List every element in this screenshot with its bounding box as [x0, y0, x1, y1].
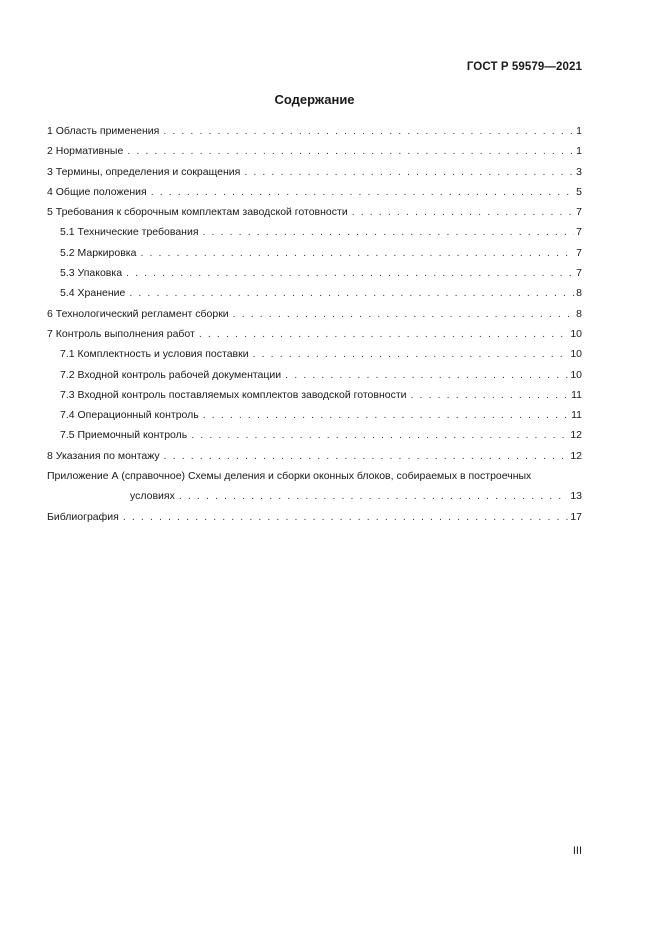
toc-entry-marking[interactable]: [47, 243, 582, 263]
toc-entry-bibliography[interactable]: [47, 507, 582, 527]
toc-entry-text: 5 Требования к сборочным комплектам заводской готовности: [47, 206, 348, 219]
toc-entry-text: 7.1 Комплектность и условия поставки: [60, 348, 249, 361]
dot-leader: [352, 202, 574, 222]
table-of-contents: [47, 121, 582, 527]
dot-leader: [203, 222, 575, 242]
toc-entry-page: 7: [576, 206, 582, 219]
toc-entry-acceptance-control[interactable]: [47, 425, 582, 445]
dot-leader: [233, 304, 574, 324]
toc-entry-text: 7.5 Приемочный контроль: [60, 429, 188, 442]
toc-entry-page: 11: [571, 388, 582, 401]
dot-leader: [127, 141, 574, 161]
toc-entry-text: 8 Указания по монтажу: [47, 449, 160, 462]
page-number: III: [572, 845, 582, 857]
toc-entry-page: 11: [571, 409, 582, 422]
toc-entry-page: 10: [570, 368, 582, 381]
toc-entry-packaging[interactable]: [47, 263, 582, 283]
dot-leader: [411, 385, 570, 405]
toc-entry-terms[interactable]: [47, 162, 582, 182]
toc-entry-operational-control[interactable]: [47, 405, 582, 425]
toc-entry-text: 7.2 Входной контроль рабочей документации: [60, 368, 282, 381]
toc-entry-page: 7: [576, 246, 582, 259]
toc-entry-text: 7 Контроль выполнения работ: [47, 327, 195, 340]
toc-entry-technical-requirements[interactable]: [47, 222, 582, 242]
dot-leader: [164, 446, 569, 466]
toc-entry-scope[interactable]: [47, 121, 582, 141]
page-title: Содержание: [274, 92, 355, 107]
toc-entry-page: 10: [570, 327, 582, 340]
toc-entry-page: 13: [570, 490, 582, 503]
toc-entry-page: 1: [576, 145, 582, 158]
dot-leader: [253, 344, 569, 364]
toc-entry-text: 5.1 Технические требования: [60, 226, 199, 239]
toc-entry-page: 1: [576, 125, 582, 137]
toc-entry-installation[interactable]: [47, 446, 582, 466]
document-designation: ГОСТ Р 59579—2021: [466, 61, 582, 73]
dot-leader: [285, 365, 568, 385]
toc-entry-completeness[interactable]: [47, 344, 582, 364]
toc-entry-page: 10: [570, 348, 582, 361]
toc-entry-kit-control[interactable]: [47, 385, 582, 405]
dot-leader: [203, 405, 569, 425]
toc-entry-text: 5.3 Упаковка: [60, 267, 123, 280]
dot-leader: [191, 425, 568, 445]
dot-leader: [126, 263, 574, 283]
toc-entry-requirements[interactable]: [47, 202, 582, 222]
dot-leader: [140, 243, 574, 263]
toc-entry-page: 5: [576, 185, 582, 198]
toc-entry-page: 12: [570, 449, 582, 462]
toc-entry-normative[interactable]: [47, 141, 582, 161]
toc-entry-work-control[interactable]: [47, 324, 582, 344]
toc-entry-text: 1 Область применения: [47, 125, 160, 137]
toc-entry-text: Библиография: [47, 510, 119, 523]
toc-entry-text: 5.2 Маркировка: [60, 246, 137, 259]
toc-entry-documentation-control[interactable]: [47, 365, 582, 385]
toc-entry-text: условиях: [130, 490, 175, 503]
dot-leader: [244, 162, 574, 182]
toc-entry-text: Приложение А (справочное) Схемы деления и сборки оконных блоков, собираемых в построечных: [47, 470, 532, 483]
toc-entry-page: 7: [576, 226, 582, 239]
dot-leader: [151, 182, 574, 202]
toc-entry-text: 4 Общие положения: [47, 185, 147, 198]
toc-entry-assembly-regulation[interactable]: [47, 304, 582, 324]
dot-leader: [163, 121, 574, 141]
toc-entry-general[interactable]: [47, 182, 582, 202]
toc-entry-page: 17: [570, 510, 582, 523]
toc-entry-page: 7: [576, 267, 582, 280]
toc-entry-storage[interactable]: [47, 283, 582, 303]
toc-entry-text: 5.4 Хранение: [60, 287, 126, 300]
toc-entry-page: 12: [570, 429, 582, 442]
toc-entry-text: 3 Термины, определения и сокращения: [47, 165, 241, 178]
toc-entry-appendix-a-continued[interactable]: [47, 486, 582, 506]
toc-entry-text: 7.3 Входной контроль поставляемых комплектов заводской готовности: [60, 388, 407, 401]
toc-entry-text: 7.4 Операционный контроль: [60, 409, 199, 422]
dot-leader: [199, 324, 568, 344]
toc-entry-page: 3: [576, 165, 582, 178]
dot-leader: [179, 486, 568, 506]
dot-leader: [129, 283, 574, 303]
toc-entry-text: 2 Нормативные: [47, 145, 124, 158]
toc-entry-page: 8: [576, 287, 582, 300]
toc-entry-appendix-a[interactable]: [47, 466, 582, 486]
dot-leader: [123, 507, 568, 527]
toc-entry-page: 8: [576, 307, 582, 320]
toc-entry-text: 6 Технологический регламент сборки: [47, 307, 229, 320]
